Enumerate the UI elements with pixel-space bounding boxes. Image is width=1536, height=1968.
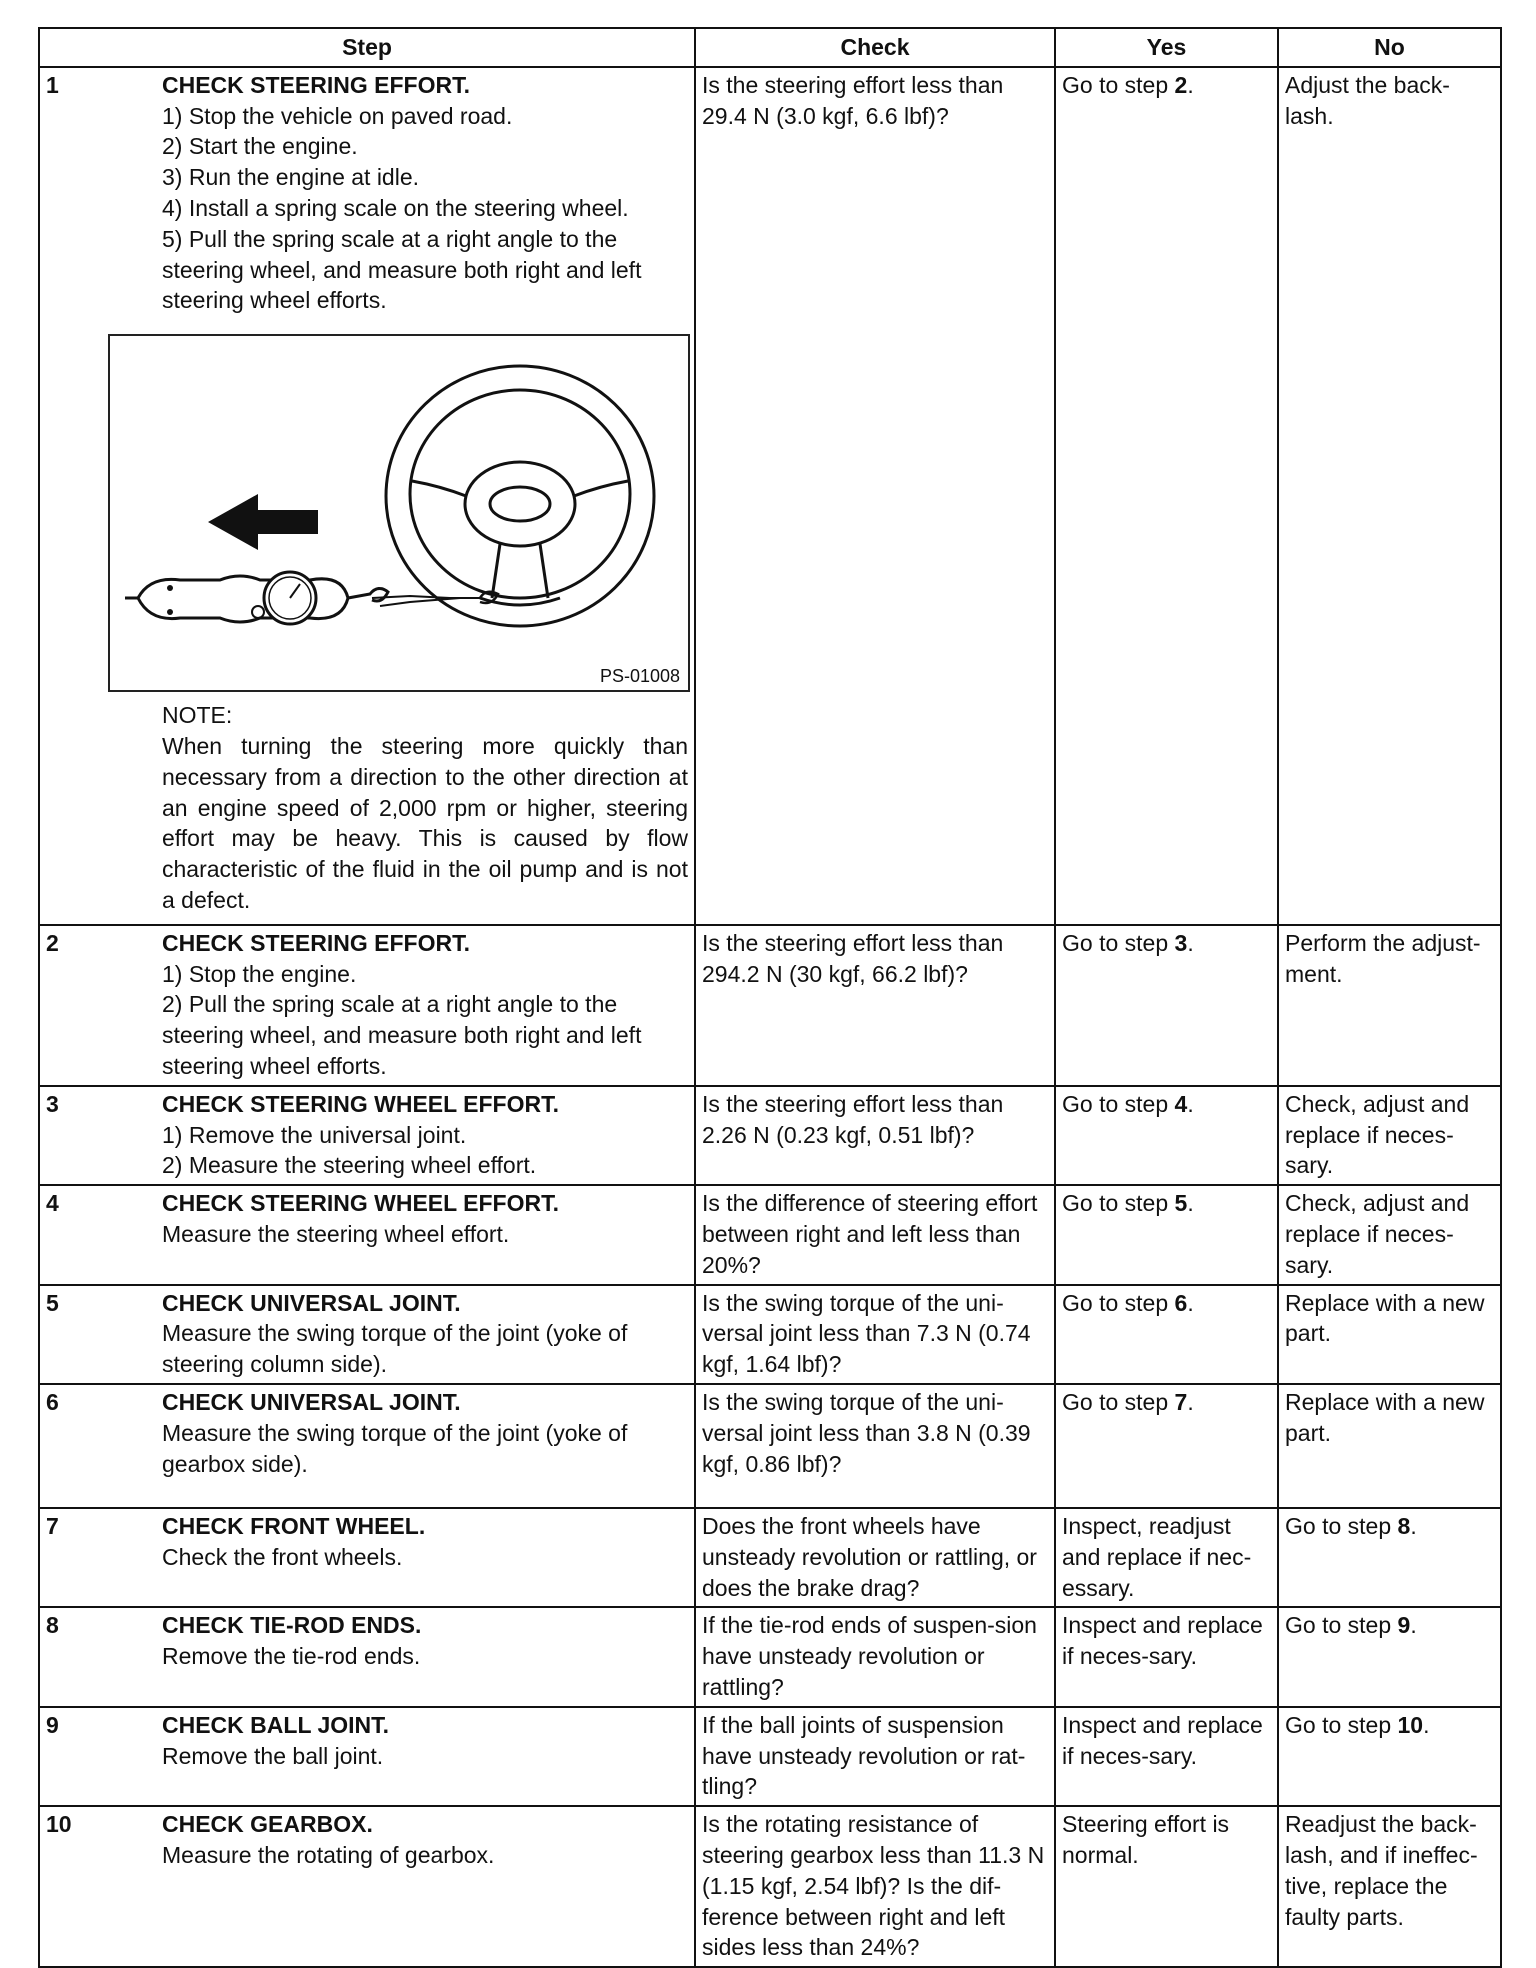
yes-cell [1055, 1384, 1278, 1508]
yes-prefix: Go to step [1062, 71, 1175, 98]
no-cell: Adjust the back-lash. [1278, 67, 1501, 925]
check-cell: Is the steering effort less than 294.2 N (30 kgf, 66.2 lbf)? [695, 925, 1055, 1086]
step-number: 7 [46, 1512, 59, 1539]
step-instruction: Measure the swing torque of the joint (yoke of steering column side). [162, 1320, 628, 1378]
step-instruction: Remove the ball joint. [162, 1742, 384, 1769]
yes-cell: Inspect and replace if neces-sary. [1055, 1707, 1278, 1806]
yes-step-number: 6 [1174, 1289, 1188, 1316]
yes-cell: Inspect, readjust and replace if nec-essary. [1055, 1508, 1278, 1607]
yes-prefix: Go to step [1062, 1289, 1175, 1316]
step-title: CHECK STEERING EFFORT. [162, 71, 470, 98]
step-title: CHECK STEERING WHEEL EFFORT. [162, 1090, 559, 1117]
check-cell: Is the swing torque of the uni-versal joint less than 3.8 N (0.39 kgf, 0.86 lbf)? [695, 1384, 1055, 1508]
step-instruction: 2) Measure the steering wheel effort. [162, 1152, 537, 1179]
yes-cell [1055, 1185, 1278, 1284]
table-row [39, 67, 1501, 925]
note-text: When turning the steering more quickly than necessary from a direction to the other direction at an engine speed of 2,000 rpm or higher, steering effort may be heavy. This is caused by flow characteristic of the fluid in the oil pump and is not a defect. [162, 732, 688, 913]
step-instruction: 1) Remove the universal joint. [162, 1121, 467, 1148]
no-cell: Replace with a new part. [1278, 1384, 1501, 1508]
step-instruction: Measure the rotating of gearbox. [162, 1841, 495, 1868]
no-cell: Readjust the back-lash, and if ineffec-tive, replace the faulty parts. [1278, 1806, 1501, 1967]
step-instruction: 2) Pull the spring scale at a right angle to the steering wheel, and measure both right and left steering wheel efforts. [162, 991, 642, 1079]
step-instruction: 1) Stop the vehicle on paved road. [162, 102, 513, 129]
no-cell [1278, 1508, 1501, 1607]
step-title: CHECK STEERING WHEEL EFFORT. [162, 1190, 559, 1217]
yes-suffix: . [1187, 1289, 1194, 1316]
yes-step-number: 7 [1174, 1388, 1188, 1415]
step-title: CHECK FRONT WHEEL. [162, 1512, 426, 1539]
step-number: 3 [46, 1090, 59, 1117]
diagnosis-table [38, 27, 1502, 1968]
header-row [39, 28, 1501, 67]
yes-suffix: . [1187, 1190, 1194, 1217]
step-title: CHECK UNIVERSAL JOINT. [162, 1289, 461, 1316]
step-number: 1 [46, 71, 59, 98]
no-cell: Replace with a new part. [1278, 1285, 1501, 1384]
step-number: 6 [46, 1388, 59, 1415]
table-row [39, 1806, 1501, 1967]
no-cell: Perform the adjust-ment. [1278, 925, 1501, 1086]
yes-cell [1055, 1285, 1278, 1384]
header-step: Step [39, 28, 695, 67]
steering-effort-figure [108, 334, 690, 692]
yes-prefix: Go to step [1062, 1190, 1175, 1217]
header-check: Check [695, 28, 1055, 67]
step-title: CHECK BALL JOINT. [162, 1711, 390, 1738]
table-row [39, 1607, 1501, 1706]
header-no: No [1278, 28, 1501, 67]
yes-suffix: . [1187, 1388, 1194, 1415]
steering-wheel-spring-scale-illustration [110, 336, 688, 690]
step-cell [39, 67, 695, 925]
step-number: 2 [46, 929, 59, 956]
no-step-number: 10 [1397, 1711, 1424, 1738]
step-instruction: 3) Run the engine at idle. [162, 164, 420, 191]
yes-suffix: . [1187, 71, 1194, 98]
header-yes: Yes [1055, 28, 1278, 67]
step-title: CHECK UNIVERSAL JOINT. [162, 1388, 461, 1415]
table-row [39, 1508, 1501, 1607]
step-instruction: 2) Start the engine. [162, 133, 358, 160]
table-row [39, 925, 1501, 1086]
step-cell [39, 1384, 695, 1508]
no-prefix: Go to step [1285, 1512, 1398, 1539]
step-cell [39, 1285, 695, 1384]
yes-cell: Steering effort is normal. [1055, 1806, 1278, 1967]
check-cell: Is the rotating resistance of steering gearbox less than 11.3 N (1.15 kgf, 2.54 lbf)? Is the dif-ference between right and left sides less than 24%? [695, 1806, 1055, 1967]
step-cell [39, 1806, 695, 1967]
step-cell [39, 1707, 695, 1806]
no-cell [1278, 1607, 1501, 1706]
yes-prefix: Go to step [1062, 1388, 1175, 1415]
yes-step-number: 5 [1174, 1190, 1188, 1217]
no-cell [1278, 1707, 1501, 1806]
step-instruction: Check the front wheels. [162, 1543, 403, 1570]
step-number: 9 [46, 1711, 59, 1738]
step-cell [39, 1086, 695, 1185]
check-cell: Is the swing torque of the uni-versal joint less than 7.3 N (0.74 kgf, 1.64 lbf)? [695, 1285, 1055, 1384]
no-cell: Check, adjust and replace if neces-sary. [1278, 1185, 1501, 1284]
table-row [39, 1086, 1501, 1185]
step-cell [39, 1508, 695, 1607]
table-row [39, 1384, 1501, 1508]
no-step-number: 9 [1397, 1612, 1411, 1639]
yes-cell [1055, 67, 1278, 925]
step-instruction: Measure the steering wheel effort. [162, 1220, 510, 1247]
check-cell: If the ball joints of suspension have unsteady revolution or rat-tling? [695, 1707, 1055, 1806]
step-instruction: 4) Install a spring scale on the steering wheel. [162, 194, 629, 221]
step-cell [39, 925, 695, 1086]
no-prefix: Go to step [1285, 1711, 1398, 1738]
step-number: 10 [46, 1811, 72, 1838]
no-step-number: 8 [1397, 1512, 1411, 1539]
step-instruction: Remove the tie-rod ends. [162, 1643, 421, 1670]
step-instruction: 1) Stop the engine. [162, 960, 357, 987]
yes-step-number: 3 [1174, 929, 1188, 956]
yes-prefix: Go to step [1062, 929, 1175, 956]
yes-suffix: . [1187, 929, 1194, 956]
yes-prefix: Go to step [1062, 1090, 1175, 1117]
step-number: 8 [46, 1612, 59, 1639]
step-title: CHECK TIE-ROD ENDS. [162, 1612, 422, 1639]
yes-step-number: 4 [1174, 1090, 1188, 1117]
no-prefix: Go to step [1285, 1612, 1398, 1639]
yes-suffix: . [1187, 1090, 1194, 1117]
yes-cell: Inspect and replace if neces-sary. [1055, 1607, 1278, 1706]
no-suffix: . [1410, 1612, 1417, 1639]
step-title: CHECK GEARBOX. [162, 1811, 373, 1838]
step-title: CHECK STEERING EFFORT. [162, 929, 470, 956]
check-cell: Is the steering effort less than 29.4 N (3.0 kgf, 6.6 lbf)? [695, 67, 1055, 925]
figure-code: PS-01008 [599, 666, 680, 687]
note-label: NOTE: [162, 702, 233, 729]
step-cell [39, 1607, 695, 1706]
table-row [39, 1707, 1501, 1806]
check-cell: If the tie-rod ends of suspen-sion have unsteady revolution or rattling? [695, 1607, 1055, 1706]
no-suffix: . [1410, 1512, 1417, 1539]
yes-cell [1055, 1086, 1278, 1185]
table-row [39, 1285, 1501, 1384]
step-instruction: 5) Pull the spring scale at a right angle to the steering wheel, and measure both right and left steering wheel efforts. [162, 225, 642, 314]
step-cell [39, 1185, 695, 1284]
check-cell: Does the front wheels have unsteady revolution or rattling, or does the brake drag? [695, 1508, 1055, 1607]
yes-step-number: 2 [1174, 71, 1188, 98]
step-number: 4 [46, 1190, 59, 1217]
table-row [39, 1185, 1501, 1284]
step-instruction: Measure the swing torque of the joint (yoke of gearbox side). [162, 1419, 628, 1477]
no-suffix: . [1423, 1711, 1430, 1738]
yes-cell [1055, 925, 1278, 1086]
step-number: 5 [46, 1289, 59, 1316]
check-cell: Is the difference of steering effort between right and left less than 20%? [695, 1185, 1055, 1284]
no-cell: Check, adjust and replace if neces-sary. [1278, 1086, 1501, 1185]
check-cell: Is the steering effort less than 2.26 N (0.23 kgf, 0.51 lbf)? [695, 1086, 1055, 1185]
